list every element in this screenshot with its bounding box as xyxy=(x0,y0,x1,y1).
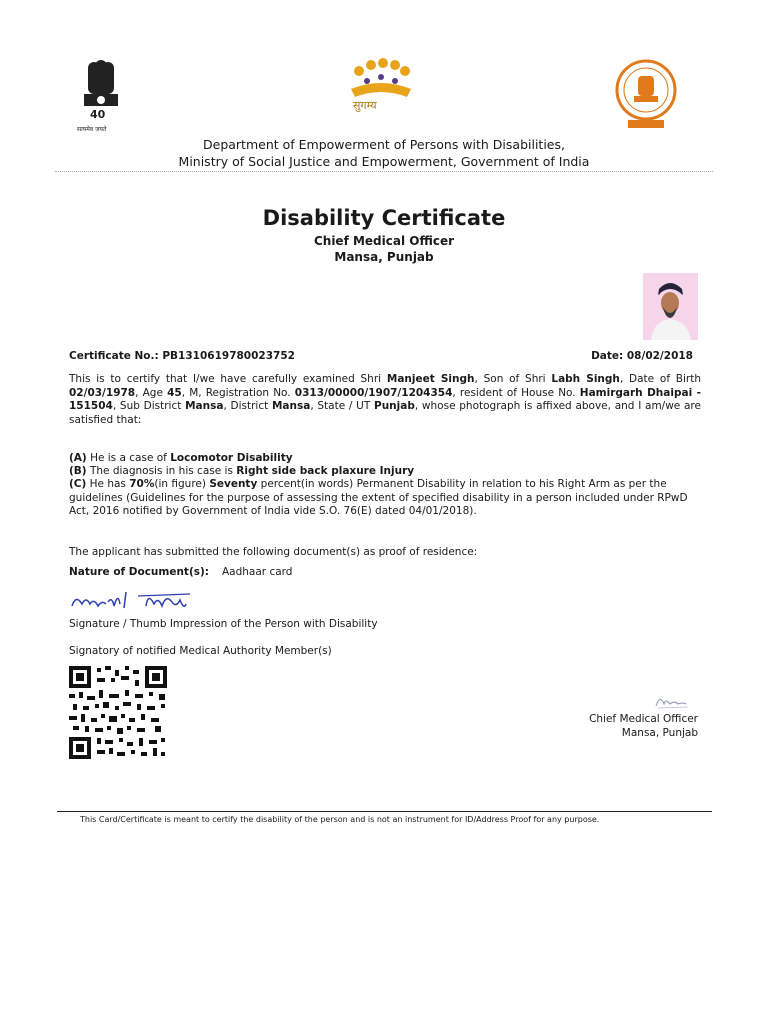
sub-district: Mansa xyxy=(185,400,224,412)
district: Mansa xyxy=(271,400,311,412)
disability-type: Locomotor Disability xyxy=(170,452,293,464)
certificate-number: Certificate No.: PB1310619780023752 xyxy=(69,350,295,362)
header-divider xyxy=(55,171,713,172)
department-line-2: Ministry of Social Justice and Empowerment, Government of India xyxy=(178,154,590,169)
sugamya-bharat-logo-icon xyxy=(345,57,417,117)
disability-percent: 70% xyxy=(129,478,155,490)
issuing-officer: Chief Medical Officer xyxy=(313,234,455,248)
text-segment: , Age xyxy=(135,386,168,399)
text-segment: , whose photograph is affixed above, and I am/we are satisfied that: xyxy=(69,400,701,426)
cmo-block xyxy=(589,713,698,740)
text-segment: (in figure) xyxy=(154,478,210,490)
applicant-signature xyxy=(68,586,193,618)
age: 45 xyxy=(167,386,182,399)
clause-a-label: (A) xyxy=(69,452,87,464)
text-segment: He has xyxy=(86,478,130,490)
qr-code xyxy=(69,666,167,759)
footer-divider xyxy=(57,811,712,812)
certificate-date: Date: 08/02/2018 xyxy=(591,350,693,362)
department-heading xyxy=(0,136,768,170)
clause-b xyxy=(69,465,701,479)
registration-number: 0313/00000/1907/1204354 xyxy=(294,386,453,399)
text-segment: The diagnosis in his case is xyxy=(86,465,237,477)
text-segment: , Date of Birth xyxy=(619,373,702,385)
emblem-motto: सत्यमेव जयते xyxy=(77,126,107,133)
cmo-title: Chief Medical Officer xyxy=(589,713,698,725)
disability-percent-words: Seventy xyxy=(209,478,258,490)
diagnosis: Right side back plaxure Injury xyxy=(236,465,415,477)
text-segment: This is to certify that I/we have carefully examined Shri xyxy=(69,373,387,385)
house-number: Hamirgarh Dhaipai - 151504 xyxy=(69,386,701,412)
text-segment: , Son of Shri xyxy=(474,373,552,385)
clause-c xyxy=(69,478,701,519)
cmo-location: Mansa, Punjab xyxy=(621,726,698,739)
punjab-govt-seal-icon xyxy=(614,58,678,130)
svg-text:सुगम्य: सुगम्य xyxy=(353,99,377,112)
authority-signature-caption: Signatory of notified Medical Authority Member(s) xyxy=(69,645,332,657)
clause-a xyxy=(69,452,701,466)
text-segment: He is a case of xyxy=(86,452,171,464)
father-name: Labh Singh xyxy=(551,373,620,385)
footer-note: This Card/Certificate is meant to certify the disability of the person and is not an instrument for ID/Address Proof for any purpose. xyxy=(80,815,600,824)
svg-text:40: 40 xyxy=(90,108,106,121)
text-segment: , M, Registration No. xyxy=(181,386,295,399)
issuing-location: Mansa, Punjab xyxy=(334,250,434,264)
certification-paragraph xyxy=(69,373,701,427)
text-segment: , Sub District xyxy=(112,400,186,412)
document-label: Nature of Document(s): xyxy=(69,566,209,578)
applicant-photo xyxy=(643,273,698,340)
department-line-1: Department of Empowerment of Persons with Disabilities, xyxy=(203,137,565,152)
text-segment: percent(in words) Permanent Disability in relation to his Right Arm as per the guidelines (Guidelines for the purpose of assessing the extent of specified disability in a person included under RPwD Act, 2016 notified by Government of India vide S.O. 76(E) dated 04/01/2018). xyxy=(69,478,688,517)
text-segment: , District xyxy=(223,400,272,412)
text-segment: , State / UT xyxy=(310,400,374,412)
clause-c-label: (C) xyxy=(69,478,87,490)
person-signature-caption: Signature / Thumb Impression of the Person with Disability xyxy=(69,618,378,630)
applicant-name: Manjeet Singh xyxy=(386,373,475,385)
certificate-title: Disability Certificate xyxy=(262,206,506,230)
clause-b-label: (B) xyxy=(69,465,87,477)
state: Punjab xyxy=(374,400,415,412)
residence-intro: The applicant has submitted the following document(s) as proof of residence: xyxy=(69,546,478,558)
text-segment: , resident of House No. xyxy=(452,386,580,399)
document-value: Aadhaar card xyxy=(222,566,293,578)
date-of-birth: 02/03/1978 xyxy=(69,386,136,399)
cmo-signature xyxy=(652,692,692,710)
